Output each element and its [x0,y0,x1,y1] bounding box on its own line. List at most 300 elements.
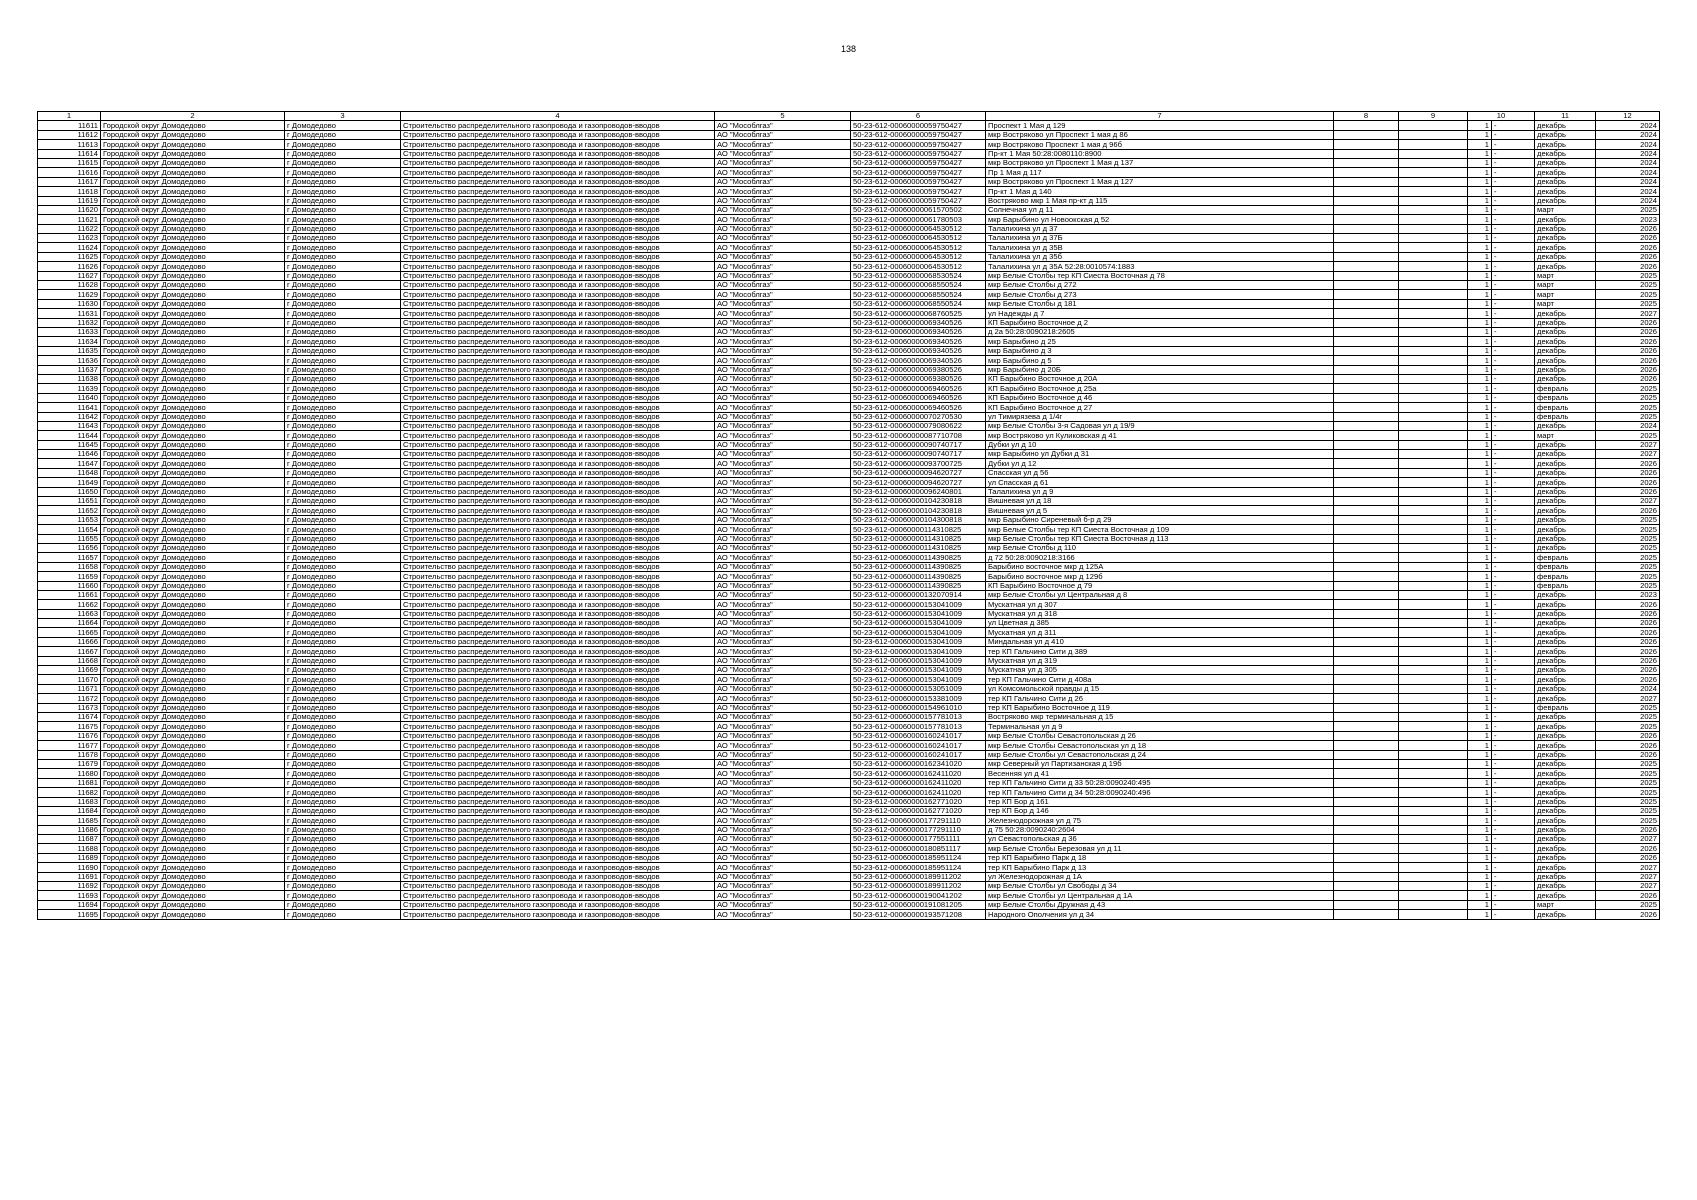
count-cell: 1 [1468,177,1492,186]
table-row [38,759,1660,768]
program-code-cell: 50-23-612-00060000191081205 [851,900,986,909]
col-10-cell: - [1492,468,1535,477]
row-number-cell: 11688 [38,844,101,853]
row-number-cell: 11695 [38,910,101,919]
year-cell: 2025 [1596,384,1660,393]
col-8-cell [1334,684,1399,693]
district-cell: Городской округ Домодедово [101,346,285,355]
year-cell: 2027 [1596,882,1660,891]
organization-cell: АО "Мособлгаз" [715,149,851,158]
district-cell: Городской округ Домодедово [101,600,285,609]
col-8-cell [1334,309,1399,318]
col-10-cell: - [1492,675,1535,684]
address-cell: Весенняя ул д 41 [986,769,1334,778]
month-cell: декабрь [1535,121,1596,130]
count-cell: 1 [1468,543,1492,552]
program-code-cell: 50-23-612-00060000094620727 [851,478,986,487]
organization-cell: АО "Мособлгаз" [715,835,851,844]
work-type-cell: Строительство распределительного газопровода и газопроводов-вводов [401,694,715,703]
month-cell: март [1535,431,1596,440]
col-10-cell: - [1492,759,1535,768]
col-10-cell: - [1492,431,1535,440]
year-cell: 2025 [1596,290,1660,299]
address-cell: ул Надежды д 7 [986,309,1334,318]
col-8-cell [1334,356,1399,365]
district-cell: Городской округ Домодедово [101,243,285,252]
district-cell: Городской округ Домодедово [101,581,285,590]
month-cell: декабрь [1535,872,1596,881]
table-row [38,356,1660,365]
program-code-cell: 50-23-612-00060000157781013 [851,722,986,731]
table-row [38,600,1660,609]
year-cell: 2026 [1596,628,1660,637]
program-code-cell: 50-23-612-00060000069340526 [851,356,986,365]
col-10-cell: - [1492,628,1535,637]
work-type-cell: Строительство распределительного газопровода и газопроводов-вводов [401,750,715,759]
column-header: 1 [38,112,101,121]
locality-cell: г Домодедово [285,281,401,290]
col-8-cell [1334,177,1399,186]
table-row [38,140,1660,149]
col-9-cell [1399,384,1468,393]
organization-cell: АО "Мособлгаз" [715,788,851,797]
column-header: 2 [101,112,285,121]
table-row [38,609,1660,618]
count-cell: 1 [1468,863,1492,872]
year-cell: 2026 [1596,346,1660,355]
col-9-cell [1399,299,1468,308]
program-code-cell: 50-23-612-00060000153041009 [851,619,986,628]
address-cell: Талалихина ул д 9 [986,487,1334,496]
month-cell: декабрь [1535,356,1596,365]
district-cell: Городской округ Домодедово [101,703,285,712]
col-10-cell: - [1492,525,1535,534]
col-10-cell: - [1492,637,1535,646]
work-type-cell: Строительство распределительного газопровода и газопроводов-вводов [401,769,715,778]
col-9-cell [1399,863,1468,872]
month-cell: декабрь [1535,196,1596,205]
col-9-cell [1399,309,1468,318]
address-cell: Дубки ул д 12 [986,459,1334,468]
work-type-cell: Строительство распределительного газопровода и газопроводов-вводов [401,487,715,496]
col-10-cell: - [1492,797,1535,806]
col-8-cell [1334,224,1399,233]
locality-cell: г Домодедово [285,299,401,308]
address-cell: тер КП Бор д 161 [986,797,1334,806]
col-10-cell: - [1492,891,1535,900]
col-9-cell [1399,337,1468,346]
count-cell: 1 [1468,121,1492,130]
table-row [38,450,1660,459]
address-cell: мкр Барыбино д 3 [986,346,1334,355]
col-8-cell [1334,759,1399,768]
table-row [38,393,1660,402]
organization-cell: АО "Мособлгаз" [715,863,851,872]
month-cell: декабрь [1535,759,1596,768]
organization-cell: АО "Мособлгаз" [715,497,851,506]
program-code-cell: 50-23-612-00060000162771020 [851,806,986,815]
work-type-cell: Строительство распределительного газопровода и газопроводов-вводов [401,863,715,872]
col-10-cell: - [1492,656,1535,665]
col-8-cell [1334,168,1399,177]
organization-cell: АО "Мособлгаз" [715,356,851,365]
month-cell: декабрь [1535,778,1596,787]
table-row [38,647,1660,656]
row-number-cell: 11637 [38,365,101,374]
col-8-cell [1334,619,1399,628]
row-number-cell: 11630 [38,299,101,308]
col-10-cell: - [1492,487,1535,496]
work-type-cell: Строительство распределительного газопровода и газопроводов-вводов [401,346,715,355]
program-code-cell: 50-23-612-00060000096240801 [851,487,986,496]
col-9-cell [1399,412,1468,421]
district-cell: Городской округ Домодедово [101,384,285,393]
col-9-cell [1399,759,1468,768]
month-cell: февраль [1535,562,1596,571]
year-cell: 2025 [1596,403,1660,412]
district-cell: Городской округ Домодедово [101,741,285,750]
col-10-cell: - [1492,365,1535,374]
row-number-cell: 11618 [38,187,101,196]
work-type-cell: Строительство распределительного газопровода и газопроводов-вводов [401,806,715,815]
work-type-cell: Строительство распределительного газопровода и газопроводов-вводов [401,797,715,806]
month-cell: февраль [1535,572,1596,581]
table-row [38,825,1660,834]
address-cell: ул Тимирязева д 1/4г [986,412,1334,421]
row-number-cell: 11652 [38,506,101,515]
locality-cell: г Домодедово [285,713,401,722]
organization-cell: АО "Мособлгаз" [715,487,851,496]
organization-cell: АО "Мособлгаз" [715,759,851,768]
col-9-cell [1399,769,1468,778]
address-cell: мкр Востряково ул Куликовская д 41 [986,431,1334,440]
month-cell: декабрь [1535,374,1596,383]
month-cell: декабрь [1535,487,1596,496]
work-type-cell: Строительство распределительного газопровода и газопроводов-вводов [401,759,715,768]
col-8-cell [1334,675,1399,684]
col-9-cell [1399,534,1468,543]
col-8-cell [1334,497,1399,506]
program-code-cell: 50-23-612-00060000064530512 [851,234,986,243]
col-10-cell: - [1492,722,1535,731]
locality-cell: г Домодедово [285,872,401,881]
year-cell: 2025 [1596,534,1660,543]
work-type-cell: Строительство распределительного газопровода и газопроводов-вводов [401,666,715,675]
table-row [38,882,1660,891]
month-cell: декабрь [1535,637,1596,646]
year-cell: 2025 [1596,788,1660,797]
row-number-cell: 11681 [38,778,101,787]
work-type-cell: Строительство распределительного газопровода и газопроводов-вводов [401,234,715,243]
col-9-cell [1399,459,1468,468]
col-8-cell [1334,731,1399,740]
count-cell: 1 [1468,450,1492,459]
col-8-cell [1334,149,1399,158]
table-row [38,215,1660,224]
year-cell: 2025 [1596,778,1660,787]
col-9-cell [1399,900,1468,909]
month-cell: декабрь [1535,252,1596,261]
col-9-cell [1399,196,1468,205]
table-row [38,177,1660,186]
col-10-cell: - [1492,534,1535,543]
work-type-cell: Строительство распределительного газопровода и газопроводов-вводов [401,853,715,862]
district-cell: Городской округ Домодедово [101,891,285,900]
locality-cell: г Домодедово [285,806,401,815]
organization-cell: АО "Мособлгаз" [715,797,851,806]
program-code-cell: 50-23-612-00060000069460526 [851,384,986,393]
address-cell: Мускатная ул д 319 [986,656,1334,665]
col-10-cell: - [1492,863,1535,872]
organization-cell: АО "Мособлгаз" [715,168,851,177]
district-cell: Городской округ Домодедово [101,215,285,224]
col-8-cell [1334,262,1399,271]
address-cell: тер КП Барыбино Парк д 18 [986,853,1334,862]
count-cell: 1 [1468,759,1492,768]
address-cell: мкр Востряково ул Проспект 1 мая д 86 [986,130,1334,139]
district-cell: Городской округ Домодедово [101,562,285,571]
program-code-cell: 50-23-612-00060000090740717 [851,440,986,449]
district-cell: Городской округ Домодедово [101,844,285,853]
locality-cell: г Домодедово [285,553,401,562]
col-8-cell [1334,468,1399,477]
program-code-cell: 50-23-612-00060000185951124 [851,863,986,872]
col-9-cell [1399,637,1468,646]
locality-cell: г Домодедово [285,572,401,581]
district-cell: Городской округ Домодедово [101,572,285,581]
organization-cell: АО "Мособлгаз" [715,215,851,224]
program-code-cell: 50-23-612-00060000153041009 [851,675,986,684]
locality-cell: г Домодедово [285,534,401,543]
count-cell: 1 [1468,327,1492,336]
work-type-cell: Строительство распределительного газопровода и газопроводов-вводов [401,656,715,665]
program-code-cell: 50-23-612-00060000180851117 [851,844,986,853]
year-cell: 2024 [1596,187,1660,196]
col-8-cell [1334,891,1399,900]
address-cell: КП Барыбино Восточное д 46 [986,393,1334,402]
address-cell: Спасская ул д 56 [986,468,1334,477]
row-number-cell: 11641 [38,403,101,412]
district-cell: Городской округ Домодедово [101,872,285,881]
count-cell: 1 [1468,168,1492,177]
address-cell: Железнодорожная ул д 75 [986,816,1334,825]
col-9-cell [1399,713,1468,722]
month-cell: март [1535,900,1596,909]
count-cell: 1 [1468,337,1492,346]
table-row [38,562,1660,571]
month-cell: декабрь [1535,337,1596,346]
organization-cell: АО "Мособлгаз" [715,628,851,637]
locality-cell: г Домодедово [285,694,401,703]
col-9-cell [1399,440,1468,449]
program-code-cell: 50-23-612-00060000104230818 [851,497,986,506]
program-code-cell: 50-23-612-00060000069380526 [851,374,986,383]
row-number-cell: 11676 [38,731,101,740]
col-10-cell: - [1492,403,1535,412]
work-type-cell: Строительство распределительного газопровода и газопроводов-вводов [401,891,715,900]
locality-cell: г Домодедово [285,637,401,646]
row-number-cell: 11675 [38,722,101,731]
count-cell: 1 [1468,806,1492,815]
program-code-cell: 50-23-612-00060000064530512 [851,224,986,233]
address-cell: КП Барыбино Восточное д 2 [986,318,1334,327]
count-cell: 1 [1468,900,1492,909]
work-type-cell: Строительство распределительного газопровода и газопроводов-вводов [401,290,715,299]
year-cell: 2025 [1596,816,1660,825]
work-type-cell: Строительство распределительного газопровода и газопроводов-вводов [401,327,715,336]
year-cell: 2025 [1596,553,1660,562]
district-cell: Городской округ Домодедово [101,506,285,515]
month-cell: декабрь [1535,140,1596,149]
program-code-cell: 50-23-612-00060000114310825 [851,543,986,552]
count-cell: 1 [1468,459,1492,468]
organization-cell: АО "Мособлгаз" [715,543,851,552]
address-cell: Проспект 1 Мая д 129 [986,121,1334,130]
col-8-cell [1334,628,1399,637]
month-cell: декабрь [1535,694,1596,703]
row-number-cell: 11627 [38,271,101,280]
district-cell: Городской округ Домодедово [101,666,285,675]
col-8-cell [1334,374,1399,383]
district-cell: Городской округ Домодедово [101,196,285,205]
organization-cell: АО "Мособлгаз" [715,778,851,787]
address-cell: КП Барыбино Восточное д 20А [986,374,1334,383]
program-code-cell: 50-23-612-00060000153041009 [851,647,986,656]
address-cell: мкр Барыбино Сиреневый б-р д 29 [986,515,1334,524]
month-cell: декабрь [1535,262,1596,271]
col-8-cell [1334,459,1399,468]
table-row [38,224,1660,233]
year-cell: 2024 [1596,421,1660,430]
address-cell: мкр Барыбино д 20Б [986,365,1334,374]
column-header: 6 [851,112,986,121]
program-code-cell: 50-23-612-00060000068550524 [851,299,986,308]
locality-cell: г Домодедово [285,882,401,891]
col-8-cell [1334,478,1399,487]
row-number-cell: 11639 [38,384,101,393]
locality-cell: г Домодедово [285,788,401,797]
district-cell: Городской округ Домодедово [101,205,285,214]
district-cell: Городской округ Домодедово [101,187,285,196]
col-8-cell [1334,196,1399,205]
count-cell: 1 [1468,374,1492,383]
col-10-cell: - [1492,835,1535,844]
work-type-cell: Строительство распределительного газопровода и газопроводов-вводов [401,731,715,740]
organization-cell: АО "Мособлгаз" [715,806,851,815]
table-row [38,337,1660,346]
count-cell: 1 [1468,600,1492,609]
count-cell: 1 [1468,130,1492,139]
count-cell: 1 [1468,393,1492,402]
month-cell: декабрь [1535,844,1596,853]
work-type-cell: Строительство распределительного газопровода и газопроводов-вводов [401,910,715,919]
year-cell: 2026 [1596,318,1660,327]
program-code-cell: 50-23-612-00060000068760525 [851,309,986,318]
table-row [38,872,1660,881]
locality-cell: г Домодедово [285,412,401,421]
count-cell: 1 [1468,581,1492,590]
table-row [38,703,1660,712]
year-cell: 2025 [1596,281,1660,290]
work-type-cell: Строительство распределительного газопровода и газопроводов-вводов [401,440,715,449]
month-cell: февраль [1535,412,1596,421]
row-number-cell: 11685 [38,816,101,825]
table-row [38,713,1660,722]
work-type-cell: Строительство распределительного газопровода и газопроводов-вводов [401,459,715,468]
locality-cell: г Домодедово [285,121,401,130]
program-code-cell: 50-23-612-00060000069380526 [851,365,986,374]
col-10-cell: - [1492,806,1535,815]
table-row [38,252,1660,261]
count-cell: 1 [1468,440,1492,449]
address-cell: Барыбино восточное мкр д 125А [986,562,1334,571]
row-number-cell: 11669 [38,666,101,675]
locality-cell: г Домодедово [285,525,401,534]
organization-cell: АО "Мособлгаз" [715,234,851,243]
year-cell: 2026 [1596,609,1660,618]
district-cell: Городской округ Домодедово [101,675,285,684]
column-header: 8 [1334,112,1399,121]
count-cell: 1 [1468,666,1492,675]
col-10-cell: - [1492,412,1535,421]
row-number-cell: 11679 [38,759,101,768]
col-10-cell: - [1492,243,1535,252]
address-cell: КП Барыбино Восточное д 27 [986,403,1334,412]
organization-cell: АО "Мособлгаз" [715,844,851,853]
count-cell: 1 [1468,403,1492,412]
month-cell: декабрь [1535,816,1596,825]
col-8-cell [1334,158,1399,167]
program-code-cell: 50-23-612-00060000059750427 [851,121,986,130]
col-8-cell [1334,205,1399,214]
program-code-cell: 50-23-612-00060000087710708 [851,431,986,440]
year-cell: 2026 [1596,844,1660,853]
address-cell: д 2а 50:28:0090218:2605 [986,327,1334,336]
col-8-cell [1334,234,1399,243]
col-9-cell [1399,731,1468,740]
col-9-cell [1399,158,1468,167]
col-9-cell [1399,431,1468,440]
year-cell: 2026 [1596,327,1660,336]
year-cell: 2025 [1596,713,1660,722]
col-9-cell [1399,515,1468,524]
col-9-cell [1399,722,1468,731]
row-number-cell: 11632 [38,318,101,327]
month-cell: декабрь [1535,346,1596,355]
year-cell: 2025 [1596,431,1660,440]
row-number-cell: 11658 [38,562,101,571]
work-type-cell: Строительство распределительного газопровода и газопроводов-вводов [401,788,715,797]
district-cell: Городской округ Домодедово [101,393,285,402]
organization-cell: АО "Мособлгаз" [715,910,851,919]
col-10-cell: - [1492,506,1535,515]
row-number-cell: 11668 [38,656,101,665]
table-row [38,468,1660,477]
address-cell: мкр Белые Столбы тер КП Сиеста Восточная д 78 [986,271,1334,280]
count-cell: 1 [1468,431,1492,440]
col-10-cell: - [1492,374,1535,383]
organization-cell: АО "Мособлгаз" [715,337,851,346]
locality-cell: г Домодедово [285,234,401,243]
col-8-cell [1334,769,1399,778]
program-code-cell: 50-23-612-00060000069340526 [851,327,986,336]
address-cell: КП Барыбино Восточное д 79 [986,581,1334,590]
program-code-cell: 50-23-612-00060000093700725 [851,459,986,468]
table-row [38,187,1660,196]
table-row [38,130,1660,139]
month-cell: декабрь [1535,684,1596,693]
address-cell: мкр Белые Столбы ул Севастопольская д 24 [986,750,1334,759]
